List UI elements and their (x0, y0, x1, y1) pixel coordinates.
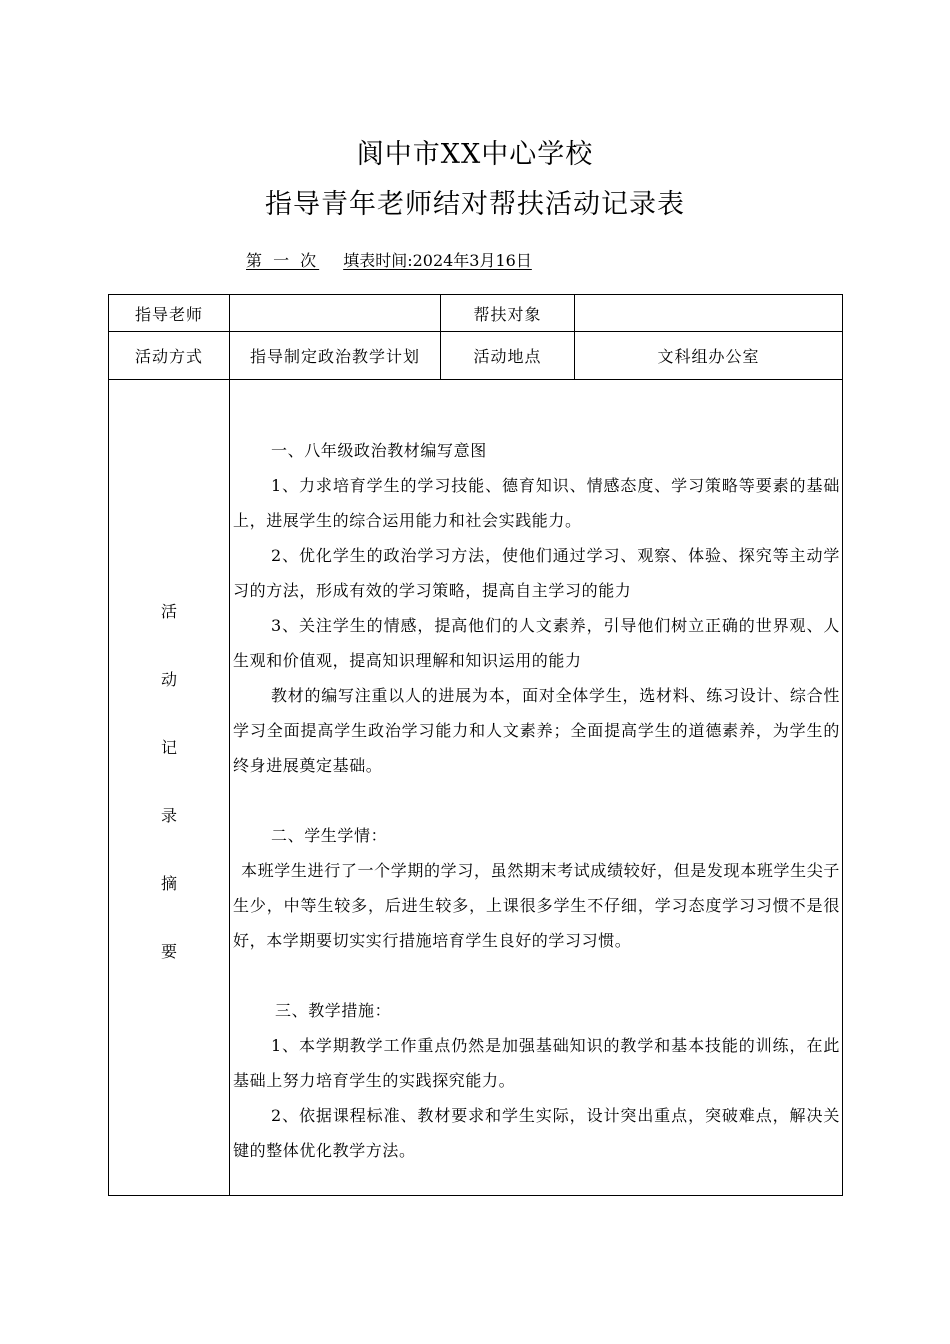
record-table (108, 294, 843, 1196)
section-heading: 一、八年级政治教材编写意图 (271, 441, 487, 460)
location-value[interactable]: 文科组办公室 (575, 332, 843, 380)
paragraph: 1、本学期教学工作重点仍然是加强基础知识的教学和基本技能的训练，在此基础上努力培育学生的实践探究能力。 (233, 1036, 840, 1090)
summary-label-char: 动 (160, 669, 177, 689)
table-row (109, 295, 843, 332)
school-name: 阆中市XX中心学校 (356, 139, 594, 170)
paragraph: 3、关注学生的情感，提高他们的人文素养，引导他们树立正确的世界观、人生观和价值观，提高知识理解和知识运用的能力 (233, 616, 840, 670)
summary-content[interactable] (230, 380, 843, 1196)
paragraph: 1、力求培育学生的学习技能、德育知识、情感态度、学习策略等要素的基础上，进展学生的综合运用能力和社会实践能力。 (233, 476, 840, 530)
paragraph: 2、优化学生的政治学习方法，使他们通过学习、观察、体验、探究等主动学习的方法，形成有效的学习策略，提高自主学习的能力 (233, 546, 840, 600)
activity-type-label: 活动方式 (109, 332, 230, 380)
section-heading: 二、学生学情： (271, 826, 388, 845)
section-heading: 三、教学措施： (275, 1001, 392, 1020)
mentor-value[interactable] (230, 295, 441, 332)
mentor-label: 指导老师 (109, 295, 230, 332)
summary-label-char: 要 (160, 941, 177, 961)
form-meta (246, 248, 532, 271)
summary-label-char: 录 (160, 805, 177, 825)
summary-label-char: 摘 (160, 873, 177, 893)
table-row (109, 380, 843, 1196)
session-number: 第 一 次 (246, 251, 320, 270)
fill-time: 填表时间:2024年3月16日 (343, 251, 532, 270)
paragraph: 2、依据课程标准、教材要求和学生实际，设计突出重点，突破难点，解决关键的整体优化教学方法。 (233, 1106, 840, 1160)
summary-label-char: 活 (160, 601, 177, 621)
location-label: 活动地点 (441, 332, 575, 380)
table-row (109, 332, 843, 380)
summary-label (109, 380, 230, 1196)
paragraph: 本班学生进行了一个学期的学习，虽然期末考试成绩较好，但是发现本班学生尖子生少，中等生较多，后进生较多，上课很多学生不仔细，学习态度学习习惯不是很好，本学期要切实实行措施培育学生良好的学习习惯。 (233, 861, 840, 950)
summary-label-char: 记 (160, 737, 177, 757)
form-title: 指导青年老师结对帮扶活动记录表 (265, 189, 685, 220)
paragraph: 教材的编写注重以人的进展为本，面对全体学生，选材料、练习设计、综合性学习全面提高学生政治学习能力和人文素养；全面提高学生的道德素养，为学生的终身进展奠定基础。 (233, 686, 840, 775)
mentee-label: 帮扶对象 (441, 295, 575, 332)
mentee-value[interactable] (575, 295, 843, 332)
activity-type-value[interactable]: 指导制定政治教学计划 (230, 332, 441, 380)
